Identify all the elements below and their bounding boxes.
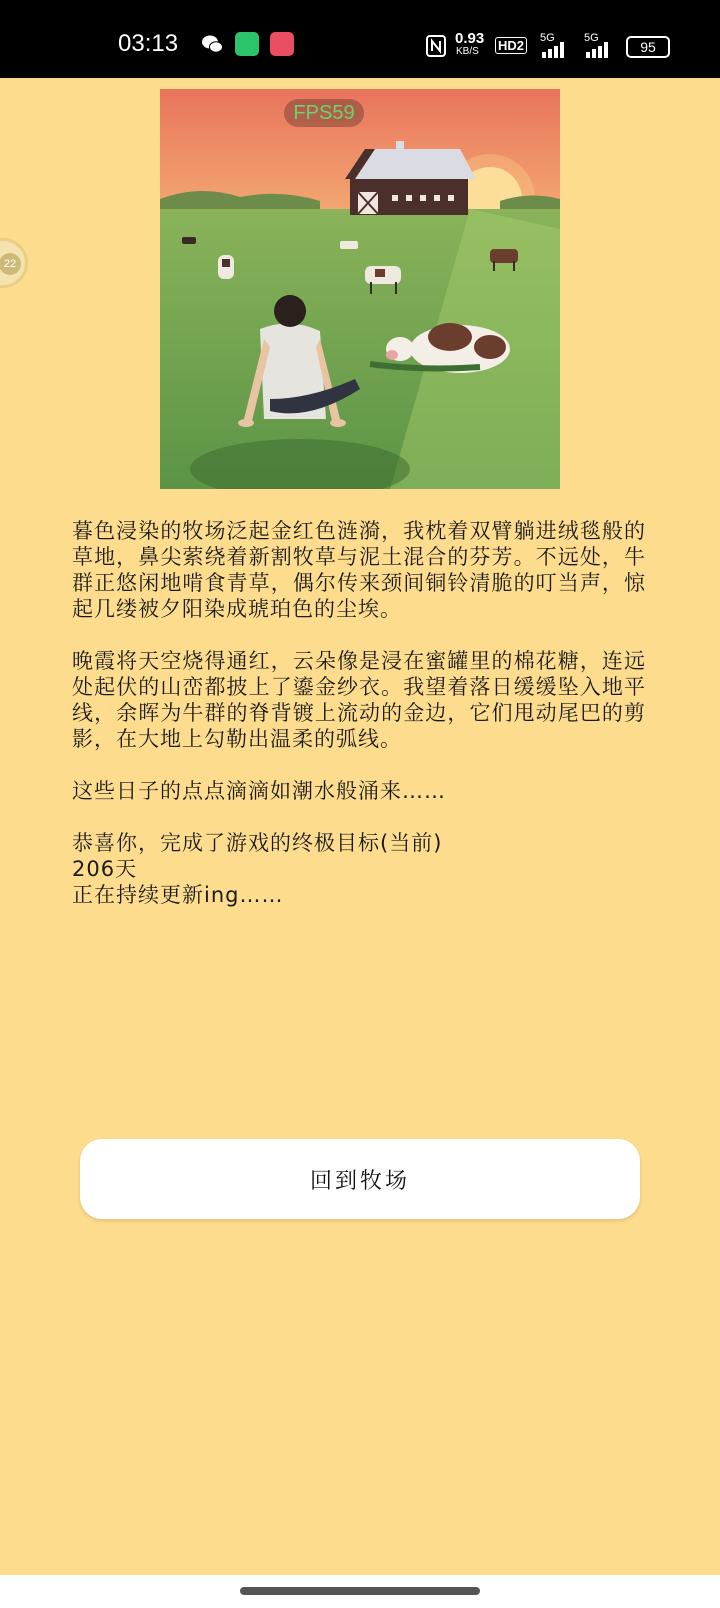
story-paragraph-1: 暮色浸染的牧场泛起金红色涟漪，我枕着双臂躺进绒毯般的草地，鼻尖萦绕着新割牧草与泥土混合的芬芳。不远处，牛群正悠闲地啃食青草，偶尔传来颈间铜铃清脆的叮当声，惊起几缕被夕阳染成琥珀色的尘埃。 xyxy=(72,519,646,621)
ranch-scene-image xyxy=(160,89,560,489)
network-unit: KB/S xyxy=(456,46,479,57)
network-speed: 0.93 xyxy=(455,30,485,47)
wechat-icon xyxy=(200,32,224,56)
nfc-icon xyxy=(426,35,446,57)
status-time: 03:13 xyxy=(118,30,179,57)
battery-icon xyxy=(626,36,670,58)
app-icon xyxy=(270,32,294,56)
app-icon xyxy=(235,32,259,56)
story-text xyxy=(72,518,646,908)
hd-badge: HD2 xyxy=(495,37,527,54)
gesture-nav-bar xyxy=(0,1575,720,1608)
floating-assist-button[interactable] xyxy=(0,238,28,288)
status-bar xyxy=(0,0,720,78)
signal-icon xyxy=(540,42,566,58)
home-indicator[interactable] xyxy=(240,1587,480,1595)
completion-message: 恭喜你，完成了游戏的终极目标(当前) xyxy=(72,831,443,855)
ranch-illustration xyxy=(160,89,560,489)
floating-assist-label: 22 xyxy=(0,253,21,275)
signal-icon xyxy=(584,42,610,58)
update-notice: 正在持续更新ing…… xyxy=(72,883,284,907)
story-paragraph-2: 晚霞将天空烧得通红，云朵像是浸在蜜罐里的棉花糖，连远处起伏的山峦都披上了鎏金纱衣。我望着落日缓缓坠入地平线，余晖为牛群的脊背镀上流动的金边，它们甩动尾巴的剪影，在大地上勾勒出温柔的弧线。 xyxy=(72,649,646,751)
fps-counter: FPS59 xyxy=(284,99,364,127)
return-to-ranch-button[interactable]: 回到牧场 xyxy=(80,1139,640,1219)
battery-level: 95 xyxy=(640,39,656,55)
signal-label-1: 5G xyxy=(540,32,555,44)
story-paragraph-3: 这些日子的点点滴滴如潮水般涌来…… xyxy=(72,779,446,803)
days-count: 206天 xyxy=(72,857,138,881)
signal-label-2: 5G xyxy=(584,32,599,44)
